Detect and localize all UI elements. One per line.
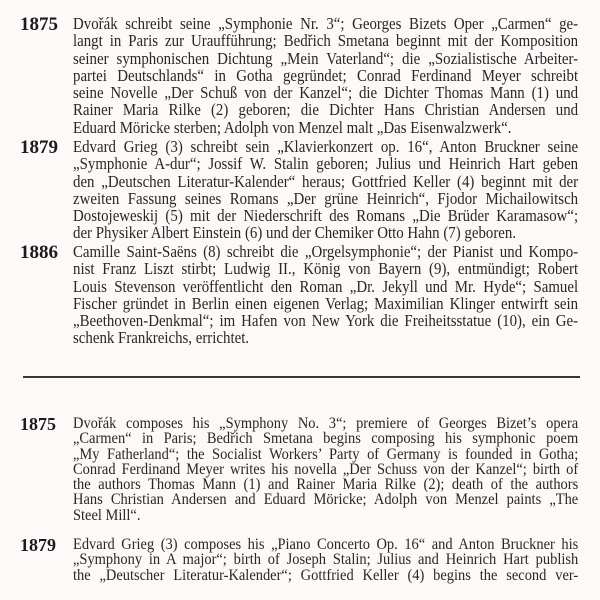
text-line: Edvard Grieg (3) schreibt sein „Klavierkonzert op. 16“, Anton Bruckner seine xyxy=(73,137,579,156)
entry-text xyxy=(73,416,600,523)
text-line: Conrad Ferdinand Meyer writes his novella „Der Schuss von der Kanzel“; birth of xyxy=(73,460,579,478)
text-line: Dostojeweskij (5) mit der Niederschrift des Romans „Die Brüder Karamasow“; xyxy=(73,206,579,226)
text-line: „Symphony in A major“; birth of Joseph Stalin; Julius and Heinrich Hart publish xyxy=(73,551,579,569)
text-line: Steel Mill“. xyxy=(73,506,141,524)
text-line: Fischer gründet in Berlin einen eigenen Verlag; Maximilian Klinger entwirft sein xyxy=(73,293,579,313)
text-line: Louis Stevenson veröffentlicht den Roman „Dr. Jekyll und Mr. Hyde“; Samuel xyxy=(73,276,579,296)
text-line: Dvořák schreibt seine „Symphonie Nr. 3“; Georges Bizets Oper „Carmen“ ge- xyxy=(73,14,579,33)
text-line: den „Deutschen Literatur-Kalender“ heraus; Gottfried Keller (4) beginnt mit der xyxy=(73,171,579,191)
text-line: nist Franz Liszt stirbt; Ludwig II., König von Bayern (9), entmündigt; Robert xyxy=(73,259,579,279)
year-label: 1879 xyxy=(20,535,56,555)
text-line: Hans Christian Andersen and Eduard Möricke; Adolph von Menzel paints „The xyxy=(73,491,579,509)
text-line: Edvard Grieg (3) composes his „Piano Concerto Op. 16“ and Anton Bruckner his xyxy=(73,536,579,553)
text-line: „Carmen“ in Paris; Bedřich Smetana begins composing his symphonic poem xyxy=(73,430,579,448)
text-line: der Physiker Albert Einstein (6) und der Chemiker Otto Hahn (7) geboren. xyxy=(73,223,517,243)
year-label: 1879 xyxy=(20,137,58,158)
entry-text xyxy=(73,138,600,242)
text-line: partei Deutschlands“ in Gotha gegründet; Conrad Ferdinand Meyer schreibt xyxy=(73,65,579,85)
text-line: „Symphonie A-dur“; Jossif W. Stalin geboren; Julius und Heinrich Hart geben xyxy=(73,154,579,174)
text-line: the authors Thomas Mann (1) and Rainer Maria Rilke (2); death of the authors xyxy=(73,476,579,494)
text-line: the „Deutscher Literatur-Kalender“; Gottfried Keller (4) begins the second ver- xyxy=(73,566,579,584)
entry-text xyxy=(73,243,600,347)
text-line: zweiten Fassung seines Romans „Der grüne Heinrich“, Fjodor Michailowitsch xyxy=(73,188,579,208)
text-line: Dvořák composes his „Symphony No. 3“; premiere of Georges Bizet’s opera xyxy=(73,415,579,432)
text-line: schenk Frankreichs, errichtet. xyxy=(73,328,250,348)
text-line: Eduard Möricke sterben; Adolph von Menzel malt „Das Eisenwalzwerk“. xyxy=(73,117,512,137)
year-label: 1875 xyxy=(20,14,58,35)
entry-text xyxy=(73,15,600,136)
year-label: 1886 xyxy=(20,242,58,263)
text-line: Camille Saint-Saëns (8) schreibt die „Orgelsymphonie“; der Pianist und Kompo- xyxy=(73,242,579,261)
section-divider xyxy=(23,376,580,378)
year-label: 1875 xyxy=(20,414,56,434)
text-line: seiner symphonischen Dichtung „Mein Vaterland“; die „Sozialistische Arbeiter- xyxy=(73,48,579,68)
text-line: „My Fatherland“; the Socialist Workers’ Party of Germany is founded in Gotha; xyxy=(73,445,579,463)
entry-text xyxy=(73,537,600,583)
text-line: „Beethoven-Denkmal“; im Hafen von New York die Freiheitsstatue (10), ein Ge- xyxy=(73,311,579,331)
text-line: Rainer Maria Rilke (2) geboren; die Dichter Hans Christian Andersen und xyxy=(73,100,579,120)
text-line: langt in Paris zur Uraufführung; Bedřich Smetana beginnt mit der Komposition xyxy=(73,31,579,51)
text-line: seine Novelle „Der Schuß von der Kanzel“; die Dichter Thomas Mann (1) und xyxy=(73,83,579,103)
